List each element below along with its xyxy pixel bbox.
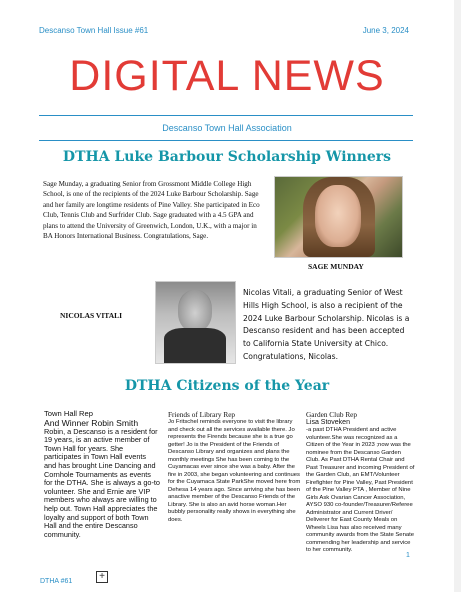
- column-text: Jo Fritschel reminds everyone to visit the library and check out all the services available there. Jo represents the Firends because she is a true go getter! Jo is the President of the Friends of Descanso Library and organizes and plans the monthly meetings She has been coming to the Cuyamacas ever since she was a baby. After the fire in 2003, she began volunteering and continues for the Cuyamaca State ParkShe moved here from Dehesa 14 years ago. Since arriving she has been anactive member of the Descanso Friends of the Library. She is also an avid horse woman.Her bubbly personality really shows in everything she does.: [168, 419, 301, 523]
- sage-photo-face: [315, 185, 361, 247]
- page-edge: [454, 0, 461, 592]
- citizen-column-garden-club: [306, 410, 416, 555]
- citizen-column-town-hall: [44, 410, 160, 539]
- page-number: 1: [406, 552, 410, 559]
- column-text: -a past DTHA President and active volunteer.She was recognized as a Citizen of the Year in 2023 ;now was the nominee from the Descanso Garden Club. As Past DTHA Rental Chair and Past Treasurer and incoming President of the Garden Club, an EMT/Volunteer Firefighter for Pine Valley, Past President of the Pine Valley PTA , Member of Nine Girls Ask Ovarian Cancer Association, AYSO 930 co-founder/Treasurer/Referee Administrator and Current Driver/ Deliverer for East County Meals on Wheels Lisa has also received many community awards from the State Senate commending her leadership and service to her community.: [306, 427, 415, 553]
- column-subtitle: And Winner Robin Smith: [44, 417, 139, 428]
- nicolas-photo-body: [164, 328, 226, 363]
- scholarship-heading: DTHA Luke Barbour Scholarship Winners: [62, 149, 392, 165]
- issue-date: June 3, 2024: [362, 26, 409, 35]
- column-label: Town Hall Rep: [44, 409, 93, 418]
- nicolas-article: Nicolas Vitali, a graduating Senior of West Hills High School, is also a recipient of the 2024 Luke Barbour Scholarship. Nicolas is a Descanso resident and has been accepted to California State University at Chico. Congratulations, Nicolas.: [243, 288, 410, 361]
- sage-photo: [274, 176, 403, 258]
- column-label: Garden Club Rep: [306, 410, 358, 419]
- divider-bottom: [39, 140, 413, 141]
- masthead-title: DIGITAL NEWS: [69, 52, 385, 100]
- issue-label: Descanso Town Hall Issue #61: [39, 26, 149, 35]
- sage-caption: SAGE MUNDAY: [308, 262, 364, 271]
- nicolas-photo: [155, 281, 236, 364]
- add-icon[interactable]: +: [96, 571, 108, 583]
- footer-label: DTHA #61: [40, 578, 73, 585]
- sage-article: Sage Munday, a graduating Senior from Grossmont Middle College High School, is one of the recipients of the 2024 Luke Barbour Scholarship. Sage and her family are longtime residents of Pine Valley. She participated in Eco Club, Tennis Club and Surfrider Club. Sage graduated with a 4.5 GPA and plans to attend the University of Greenwich, London, U.K., with a major in BA Honors International Business. Congratulations, Sage.: [43, 180, 260, 241]
- column-text: Robin, a Descanso is a resident for 19 years, is an active member of Town Hall for years. She participates in Town Hall events and has brought Line Dancing and Cornhole Tournaments as events for the DTHA. She is always a go-to volunteer. She and Ernie are VIP members who always are willing to help out. Town Hall appreciates the loyalty and support of both Town Hall and the entire Descanso community.: [44, 426, 160, 539]
- nicolas-photo-head: [178, 290, 212, 332]
- divider-top: [39, 115, 413, 116]
- column-subtitle: Lisa Stoveken: [306, 419, 350, 426]
- nicolas-caption: NICOLAS VITALI: [60, 311, 123, 320]
- citizen-column-library: [168, 410, 301, 524]
- citizens-heading: DTHA Citizens of the Year: [124, 378, 330, 394]
- column-label: Friends of Library Rep: [168, 410, 236, 419]
- association-name: Descanso Town Hall Association: [162, 123, 292, 133]
